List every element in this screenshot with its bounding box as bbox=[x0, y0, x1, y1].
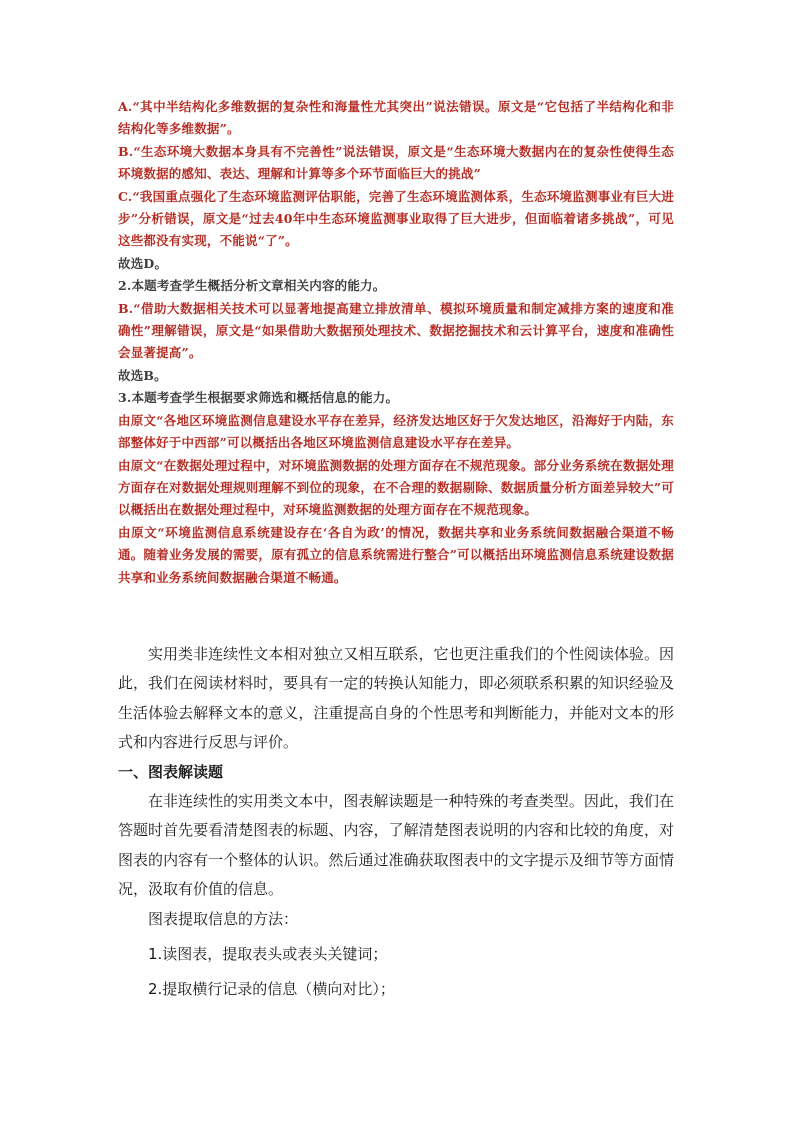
q3-paragraph-2: 由原文“在数据处理过程中，对环境监测数据的处理方面存在不规范现象。部分业务系统在数据处理方面存在对数据处理规则理解不到位的现象，在不合理的数据剔除、数据质量分析方面差异较大”可以概括出在数据处理过程中，对环境监测数据的处理方面存在不规范现象。 bbox=[118, 457, 674, 518]
q3-paragraph-1: 由原文“各地区环境监测信息建设水平存在差异，经济发达地区好于欠发达地区，沿海好于内陆，东部整体好于中西部”可以概括出各地区环境监测信息建设水平存在差异。 bbox=[118, 412, 674, 451]
analysis-option-a: A.“其中半结构化多维数据的复杂性和海量性尤其突出”说法错误。原文是“它包括了半结构化和非结构化等多维数据”。 bbox=[118, 99, 674, 137]
analysis-option-b: B.“生态环境大数据本身具有不完善性”说法错误，原文是“生态环境大数据内在的复杂性使得生态环境数据的感知、表达、理解和计算等多个环节面临巨大的挑战” bbox=[118, 143, 674, 182]
method-item-1: 1.读图表，提取表头或表头关键词； bbox=[148, 945, 388, 964]
method-title: 图表提取信息的方法： bbox=[148, 909, 299, 928]
section-heading: 一、图表解读题 bbox=[118, 762, 224, 781]
answer-q2: 故选B。 bbox=[118, 367, 167, 383]
q2-option-b: B.“借助大数据相关技术可以显著地提高建立排放清单、模拟环境质量和制定减排方案的速度和准确性”理解错误，原文是“如果借助大数据预处理技术、数据挖掘技术和云计算平台，速度和准确性会显著提高”。 bbox=[118, 300, 674, 361]
method-item-2: 2.提取横行记录的信息（横向对比）； bbox=[148, 980, 395, 999]
analysis-option-c: C.“我国重点强化了生态环境监测评估职能，完善了生态环境监测体系，生态环境监测事业有巨大进步”分析错误，原文是“过去40年中生态环境监测事业取得了巨大进步，但面临着诸多挑战”，可见这些都没有实现，不能说“了”。 bbox=[118, 188, 674, 249]
guide-intro: 实用类非连续性文本相对独立又相互联系，它也更注重我们的个性阅读体验。因此，我们在阅读材料时，要具有一定的转换认知能力，即必须联系积累的知识经验及生活体验去解释文本的意义，注重提高自身的个性思考和判断能力，并能对文本的形式和内容进行反思与评价。 bbox=[118, 645, 674, 752]
answer-q1: 故选D。 bbox=[118, 255, 168, 271]
q3-title: 3.本题考查学生根据要求筛选和概括信息的能力。 bbox=[118, 390, 399, 406]
q2-title: 2.本题考查学生概括分析文章相关内容的能力。 bbox=[118, 278, 386, 294]
guide-body: 在非连续性的实用类文本中，图表解读题是一种特殊的考查类型。因此，我们在答题时首先要看清楚图表的标题、内容，了解清楚图表说明的内容和比较的角度，对图表的内容有一个整体的认识。然后通过准确获取图表中的文字提示及细节等方面情况，汲取有价值的信息。 bbox=[118, 792, 674, 899]
q3-paragraph-3: 由原文“环境监测信息系统建设存在‘各自为政’的情况，数据共享和业务系统间数据融合渠道不畅通。随着业务发展的需要，原有孤立的信息系统需进行整合”可以概括出环境监测信息系统建设数据共享和业务系统间数据融合渠道不畅通。 bbox=[118, 524, 674, 585]
answer-analysis-section bbox=[118, 96, 674, 589]
reading-guide-section bbox=[118, 640, 674, 1005]
